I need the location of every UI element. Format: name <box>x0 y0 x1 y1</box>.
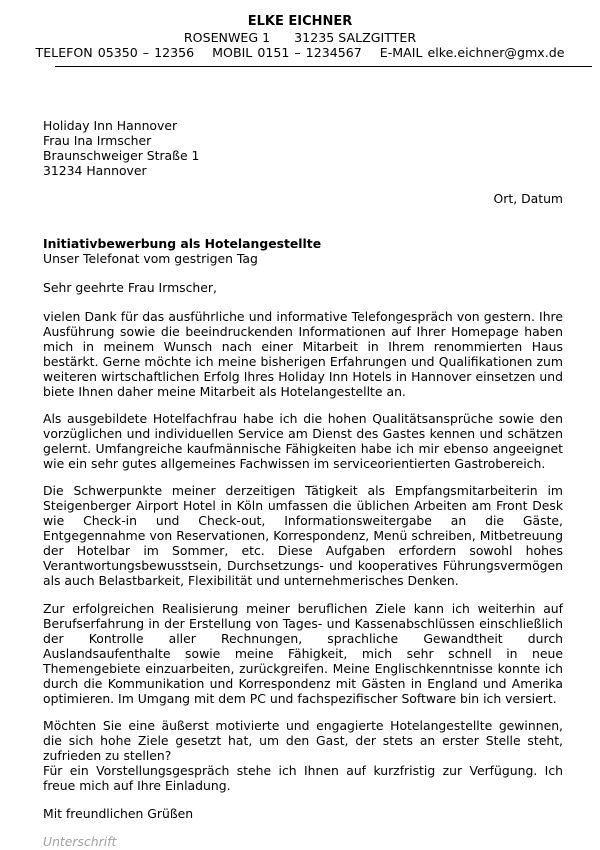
salutation: Sehr geehrte Frau Irmscher, <box>43 280 217 295</box>
paragraph-5: Möchten Sie eine äußerst motivierte und engagierte Hotelangestellte gewinnen, die sich hohe Ziele gesetzt hat, um den Gast, der stets an erster Stelle steht, zufrieden zu stellen? <box>43 718 563 763</box>
sender-street: ROSENWEG 1 <box>183 30 271 45</box>
closing: Mit freundlichen Grüßen <box>43 806 194 821</box>
signature-placeholder: Unterschrift <box>43 834 117 849</box>
sender-mobile: MOBIL 0151 – 1234567 <box>212 45 362 60</box>
sender-phone: TELEFON 05350 – 12356 <box>35 45 195 60</box>
recipient-city: 31234 Hannover <box>43 163 147 178</box>
recipient-contact: Frau Ina Irmscher <box>43 133 152 148</box>
sender-email: E-MAIL elke.eichner@gmx.de <box>379 45 565 60</box>
paragraph-6: Für ein Vorstellungsgespräch stehe ich Ihnen auf kurzfristig zur Verfügung. Ich freue mich auf Ihre Einladung. <box>43 763 563 793</box>
paragraph-4: Zur erfolgreichen Realisierung meiner beruflichen Ziele kann ich weiterhin auf Berufserfahrung in der Erstellung von Tages- und Kassenabschlüssen einschließlich der Kontrolle aller Rechnungen, sprachliche Gewandtheit durch Auslandsaufenthalte sowie meine Fähigkeit, mich sehr schnell in neue Themengebiete einzuarbeiten, zurückgreifen. Meine Englischkenntnisse konnte ich durch die Kommunikation und Korrespondenz mit Gästen in England und Amerika optimieren. Im Umgang mit dem PC und fachspezifischer Software bin ich versiert. <box>43 601 563 706</box>
subject-reference: Unser Telefonat vom gestrigen Tag <box>43 251 258 266</box>
header-divider <box>55 66 592 67</box>
subject-title: Initiativbewerbung als Hotelangestellte <box>43 236 322 251</box>
subject-block <box>43 236 563 266</box>
sender-contact <box>0 45 600 60</box>
sender-address <box>0 30 600 45</box>
paragraph-3: Die Schwerpunkte meiner derzeitigen Tätigkeit als Empfangsmitarbeiterin im Steigenberger Airport Hotel in Köln umfassen die üblichen Arbeiten am Front Desk wie Check-in und Check-out, Informationsweitergabe an die Gäste, Entgegennahme von Reservationen, Korrespondenz, Menü schreiben, Mitbetreuung der Hotelbar im Sommer, etc. Diese Aufgaben erfordern sowohl hohes Verantwortungsbewusstsein, Durchsetzungs- und kooperatives Führungsvermögen als auch Belastbarkeit, Flexibilität und unternehmerisches Denken. <box>43 483 563 588</box>
paragraph-2: Als ausgebildete Hotelfachfrau habe ich die hohen Qualitätsansprüche sowie den vorzüglichen und individuellen Service am Dienst des Gastes kennen und schätzen gelernt. Umfangreiche kaufmännische Fähigkeiten habe ich mir ebenso angeeignet wie ein sehr gutes allgemeines Fachwissen im serviceorientierten Gastrobereich. <box>43 411 563 471</box>
paragraph-1: vielen Dank für das ausführliche und informative Telefongespräch von gestern. Ihre Ausführung sowie die beeindruckenden Informationen auf Ihrer Homepage haben mich in meinem Wunsch nach einer Mitarbeit in Ihrem renommierten Haus bestärkt. Gerne möchte ich meine bisherigen Erfahrungen und Qualifikationen zum weiteren wirtschaftlichen Erfolg Ihres Holiday Inn Hotels in Hannover einsetzen und biete Ihnen daher meine Mitarbeit als Hotelangestellte an. <box>43 309 563 399</box>
recipient-company: Holiday Inn Hannover <box>43 118 178 133</box>
sender-name: ELKE EICHNER <box>247 14 353 29</box>
letterhead <box>0 14 600 60</box>
sender-city: 31235 SALZGITTER <box>294 30 417 45</box>
recipient-street: Braunschweiger Straße 1 <box>43 148 200 163</box>
recipient-address <box>43 118 563 178</box>
place-date: Ort, Datum <box>493 191 563 206</box>
